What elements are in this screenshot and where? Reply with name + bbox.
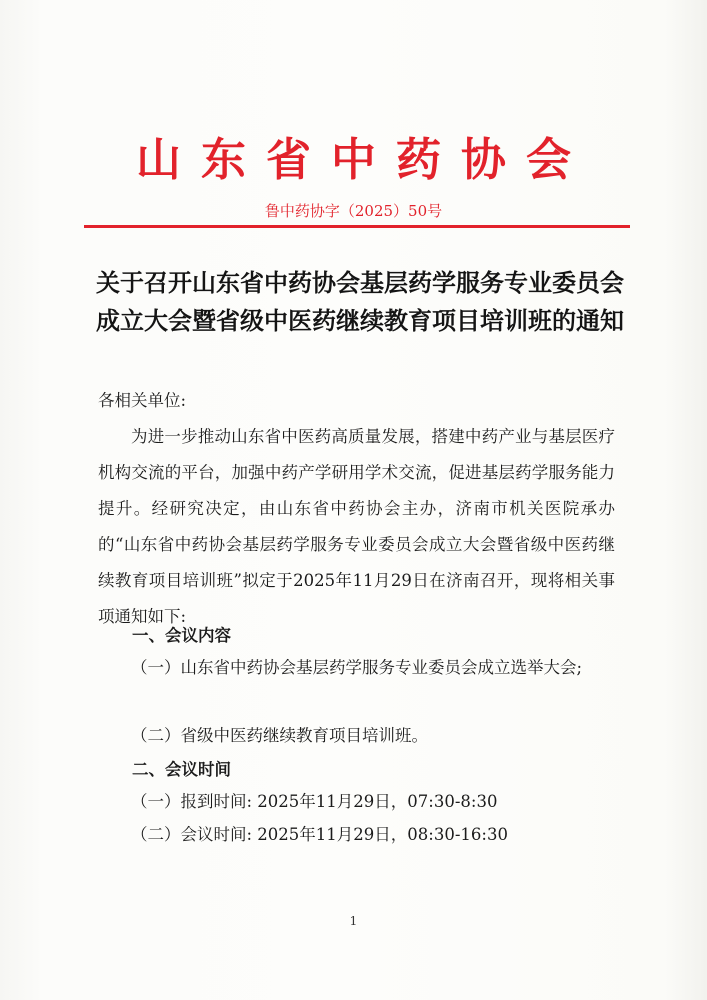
- document-title: 关于召开山东省中药协会基层药学服务专业委员会成立大会暨省级中医药继续教育项目培训班的通知: [96, 268, 624, 335]
- time-item-1: （一）报到时间: 2025年11月29日，07:30-8:30: [131, 792, 498, 811]
- content-item-2: （二）省级中医药继续教育项目培训班。: [131, 726, 428, 745]
- section-heading-time: 二、会议时间: [132, 760, 231, 779]
- intro-paragraph: 为进一步推动山东省中医药高质量发展，搭建中药产业与基层医疗机构交流的平台，加强中药产学研用学术交流，促进基层药学服务能力提升。经研究决定，由山东省中药协会主办，济南市机关医院承办的“山东省中药协会基层药学服务专业委员会成立大会暨省级中医药继续教育项目培训班”拟定于2025年11月29日在济南召开，现将相关事项通知如下:: [98, 427, 615, 626]
- document-number: 鲁中药协字（2025）50号: [264, 202, 443, 220]
- organization-header: 山东省中药协会: [135, 133, 591, 186]
- red-divider-line: [84, 225, 630, 228]
- content-item-1: （一）山东省中药协会基层药学服务专业委员会成立选举大会;: [131, 658, 583, 677]
- salutation: 各相关单位:: [98, 391, 187, 410]
- section-heading-content: 一、会议内容: [132, 626, 231, 645]
- time-item-2: （二）会议时间: 2025年11月29日，08:30-16:30: [131, 825, 508, 844]
- page-number: 1: [349, 914, 358, 928]
